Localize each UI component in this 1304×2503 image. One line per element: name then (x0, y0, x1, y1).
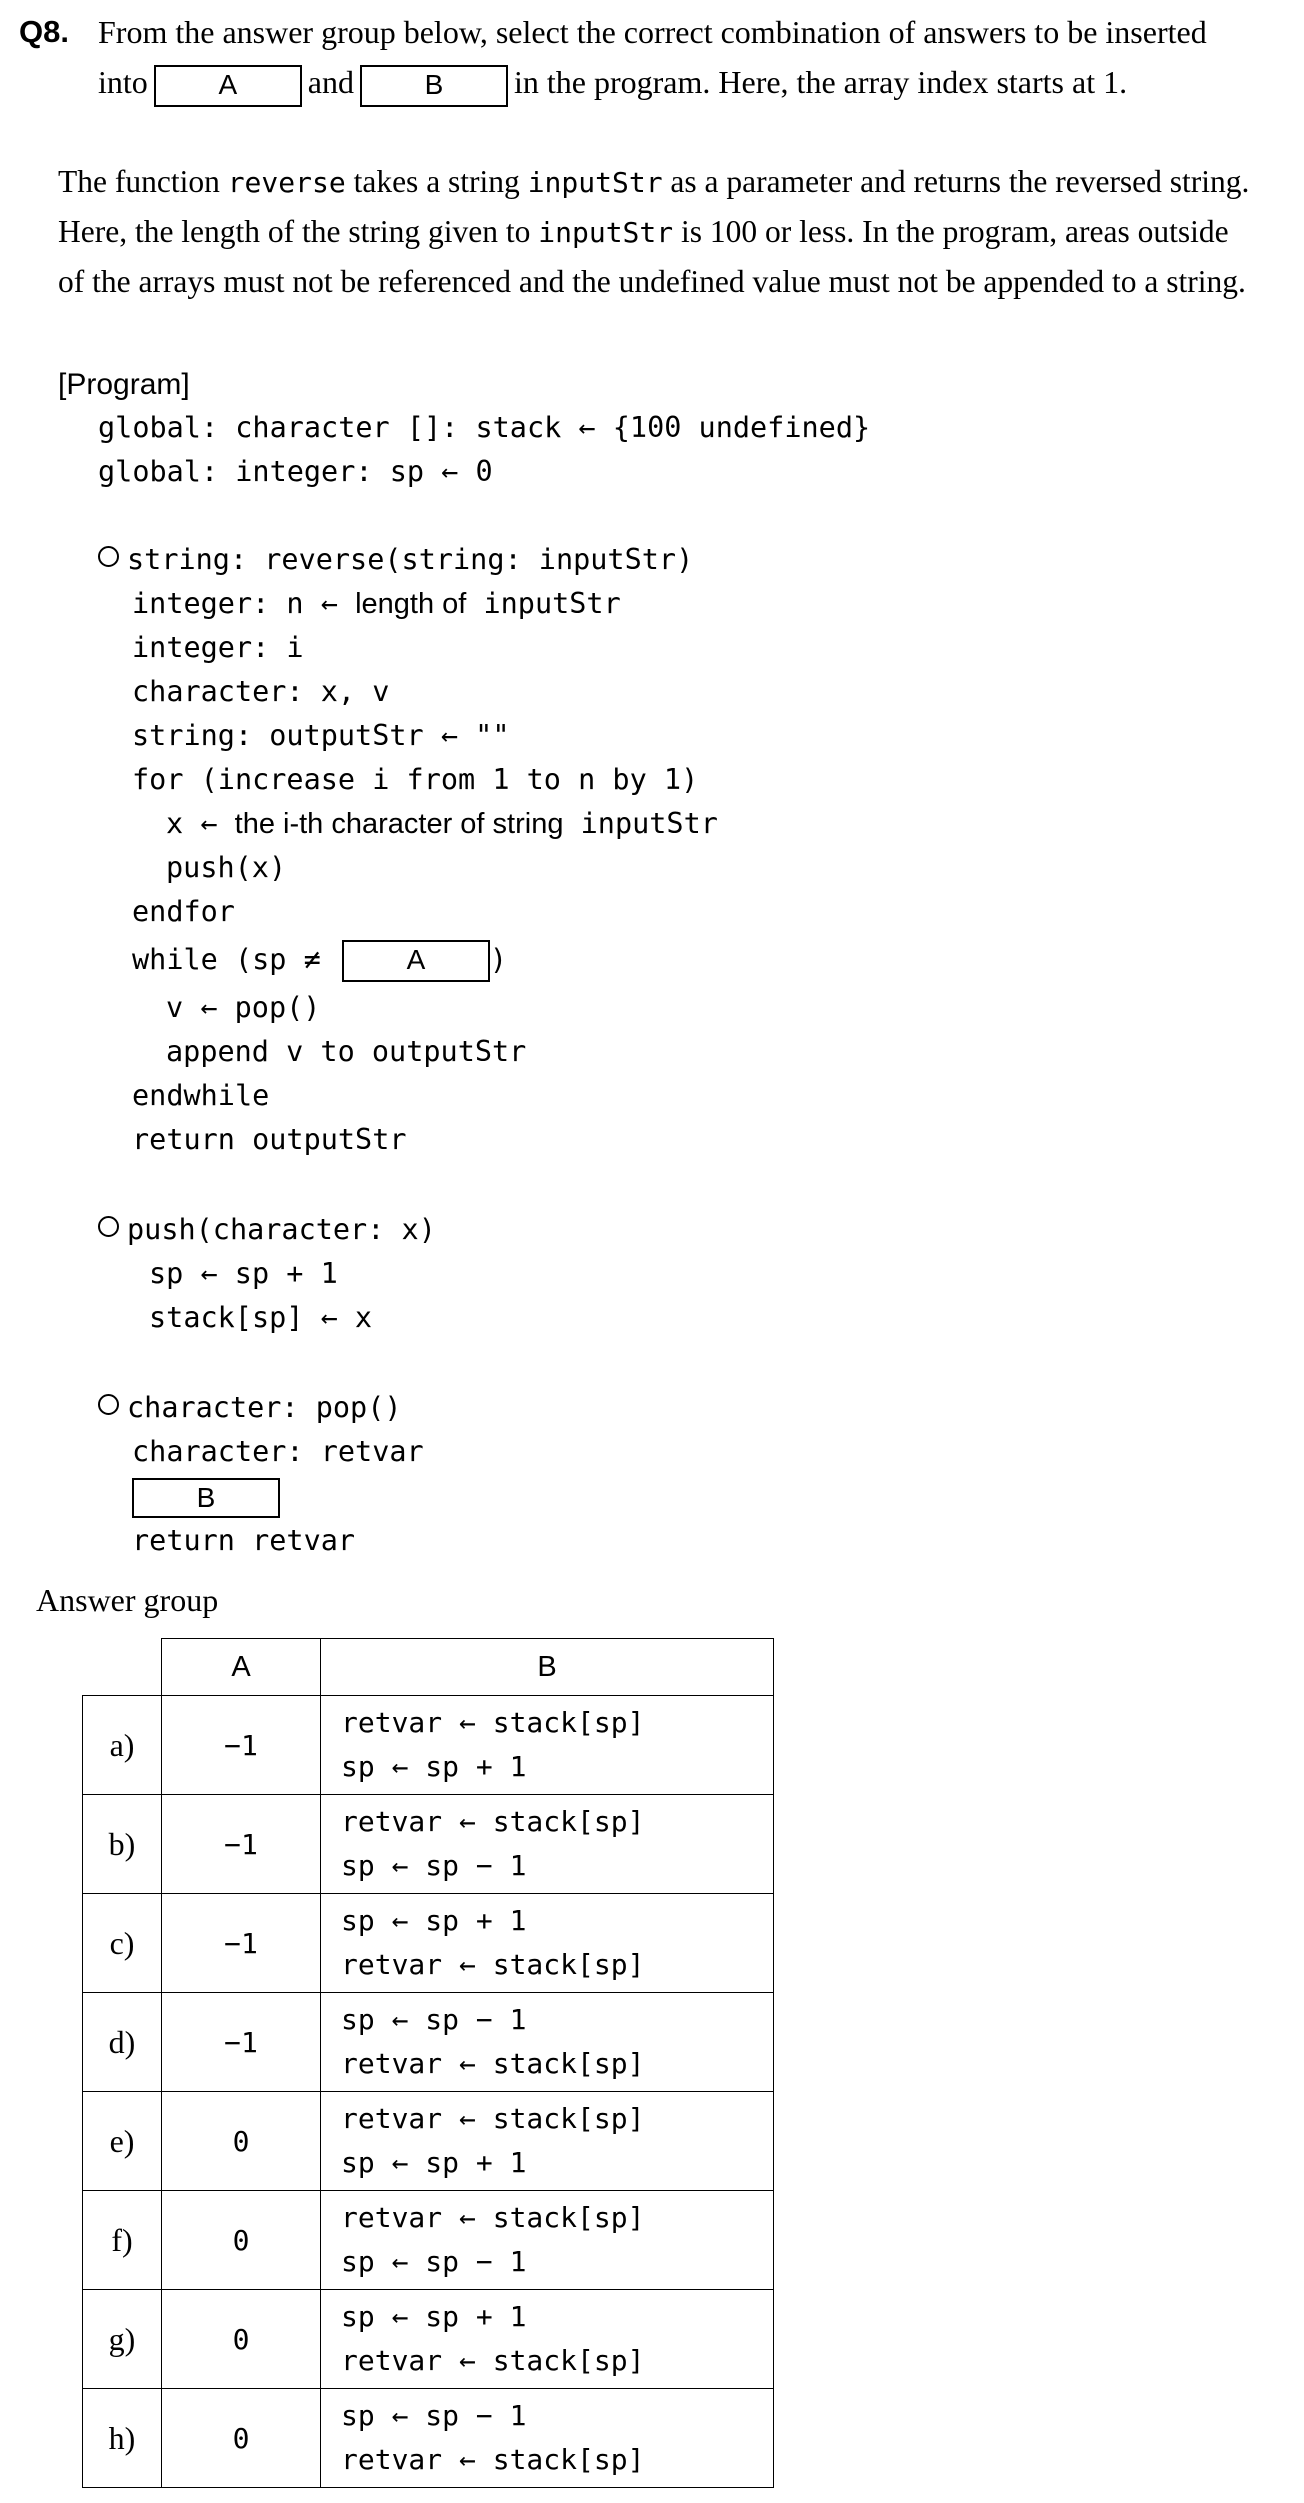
answer-row-h[interactable] (83, 2389, 774, 2488)
code-pop-blank (132, 1478, 280, 1518)
answer-row-a[interactable] (83, 1696, 774, 1795)
code-rev-xv: character: x, v (132, 675, 390, 708)
code-pop-signature: character: pop() (98, 1391, 402, 1424)
answer-b-value: retvar ← stack[sp] sp ← sp − 1 (321, 2191, 774, 2290)
question-and: and (307, 64, 354, 100)
answer-a-value: 0 (162, 2191, 321, 2290)
code-rev-n: integer: n ← length of inputStr (132, 587, 621, 620)
answer-row-f[interactable] (83, 2191, 774, 2290)
code-pop-return: return retvar (132, 1524, 356, 1557)
code-rev-endfor: endfor (132, 895, 235, 928)
code-global-stack: global: character []: stack ← {100 undefined} (98, 411, 871, 444)
question-suffix: in the program. Here, the array index starts at 1. (513, 64, 1128, 100)
blank-box-b-program: B (132, 1478, 280, 1518)
answer-label: a) (83, 1696, 162, 1795)
answer-b-value: sp ← sp − 1 retvar ← stack[sp] (321, 1993, 774, 2092)
answer-b-value: retvar ← stack[sp] sp ← sp − 1 (321, 1795, 774, 1894)
code-push-signature: push(character: x) (98, 1213, 436, 1246)
answer-a-value: −1 (162, 1696, 321, 1795)
answer-row-g[interactable] (83, 2290, 774, 2389)
answer-a-value: −1 (162, 1993, 321, 2092)
code-rev-i: integer: i (132, 631, 304, 664)
answer-a-value: −1 (162, 1894, 321, 1993)
answer-b-value: sp ← sp − 1 retvar ← stack[sp] (321, 2389, 774, 2488)
question-into: into (98, 64, 148, 100)
code-reverse: reverse (227, 166, 346, 199)
answer-a-value: 0 (162, 2389, 321, 2488)
code-push-sp: sp ← sp + 1 (149, 1257, 338, 1290)
code-rev-while: while (sp ≠ A ) (132, 940, 507, 982)
code-rev-append: append v to outputStr (166, 1035, 527, 1068)
header-col-a: A (162, 1639, 321, 1696)
answer-label: g) (83, 2290, 162, 2389)
answer-table-header (83, 1639, 774, 1696)
answer-a-value: 0 (162, 2092, 321, 2191)
question-line-1: From the answer group below, select the correct combination of answers to be inserted (98, 14, 1207, 50)
description-line-3: of the arrays must not be referenced and the undefined value must not be appended to a string. (58, 264, 1246, 299)
blank-box-a: A (154, 65, 302, 107)
code-rev-x: x ← the i-th character of string inputStr (166, 807, 718, 840)
header-blank (83, 1639, 162, 1696)
answer-b-value: retvar ← stack[sp] sp ← sp + 1 (321, 1696, 774, 1795)
answer-label: b) (83, 1795, 162, 1894)
answer-label: h) (83, 2389, 162, 2488)
question-number: Q8. (19, 14, 69, 49)
answer-b-value: sp ← sp + 1 retvar ← stack[sp] (321, 1894, 774, 1993)
code-rev-for: for (increase i from 1 to n by 1) (132, 763, 699, 796)
answer-label: c) (83, 1894, 162, 1993)
circle-bullet-icon (98, 1394, 119, 1415)
answer-label: f) (83, 2191, 162, 2290)
answer-a-value: 0 (162, 2290, 321, 2389)
code-inputstr-2: inputStr (538, 216, 674, 249)
description-line-1: The function reverse takes a string inputStr as a parameter and returns the reversed string. (58, 164, 1250, 199)
code-rev-pop: v ← pop() (166, 991, 321, 1024)
program-title: [Program] (58, 368, 190, 401)
code-rev-return: return outputStr (132, 1123, 407, 1156)
blank-box-a-program: A (342, 940, 490, 982)
blank-box-b: B (360, 65, 508, 107)
answer-row-c[interactable] (83, 1894, 774, 1993)
answer-group-title: Answer group (36, 1582, 219, 1618)
circle-bullet-icon (98, 546, 119, 567)
code-push-stack: stack[sp] ← x (149, 1301, 373, 1334)
answer-row-d[interactable] (83, 1993, 774, 2092)
answer-b-value: sp ← sp + 1 retvar ← stack[sp] (321, 2290, 774, 2389)
code-reverse-signature: string: reverse(string: inputStr) (98, 543, 693, 576)
answer-label: e) (83, 2092, 162, 2191)
answer-table (82, 1638, 774, 2488)
answer-row-e[interactable] (83, 2092, 774, 2191)
question-line-2 (98, 64, 1127, 107)
answer-row-b[interactable] (83, 1795, 774, 1894)
code-rev-outputstr: string: outputStr ← "" (132, 719, 510, 752)
code-global-sp: global: integer: sp ← 0 (98, 455, 493, 488)
description-line-2: Here, the length of the string given to inputStr is 100 or less. In the program, areas outside (58, 214, 1229, 249)
code-pop-retvar: character: retvar (132, 1435, 424, 1468)
header-col-b: B (321, 1639, 774, 1696)
circle-bullet-icon (98, 1216, 119, 1237)
code-inputstr: inputStr (527, 166, 663, 199)
code-rev-endwhile: endwhile (132, 1079, 270, 1112)
answer-a-value: −1 (162, 1795, 321, 1894)
answer-b-value: retvar ← stack[sp] sp ← sp + 1 (321, 2092, 774, 2191)
answer-label: d) (83, 1993, 162, 2092)
code-rev-push: push(x) (166, 851, 287, 884)
